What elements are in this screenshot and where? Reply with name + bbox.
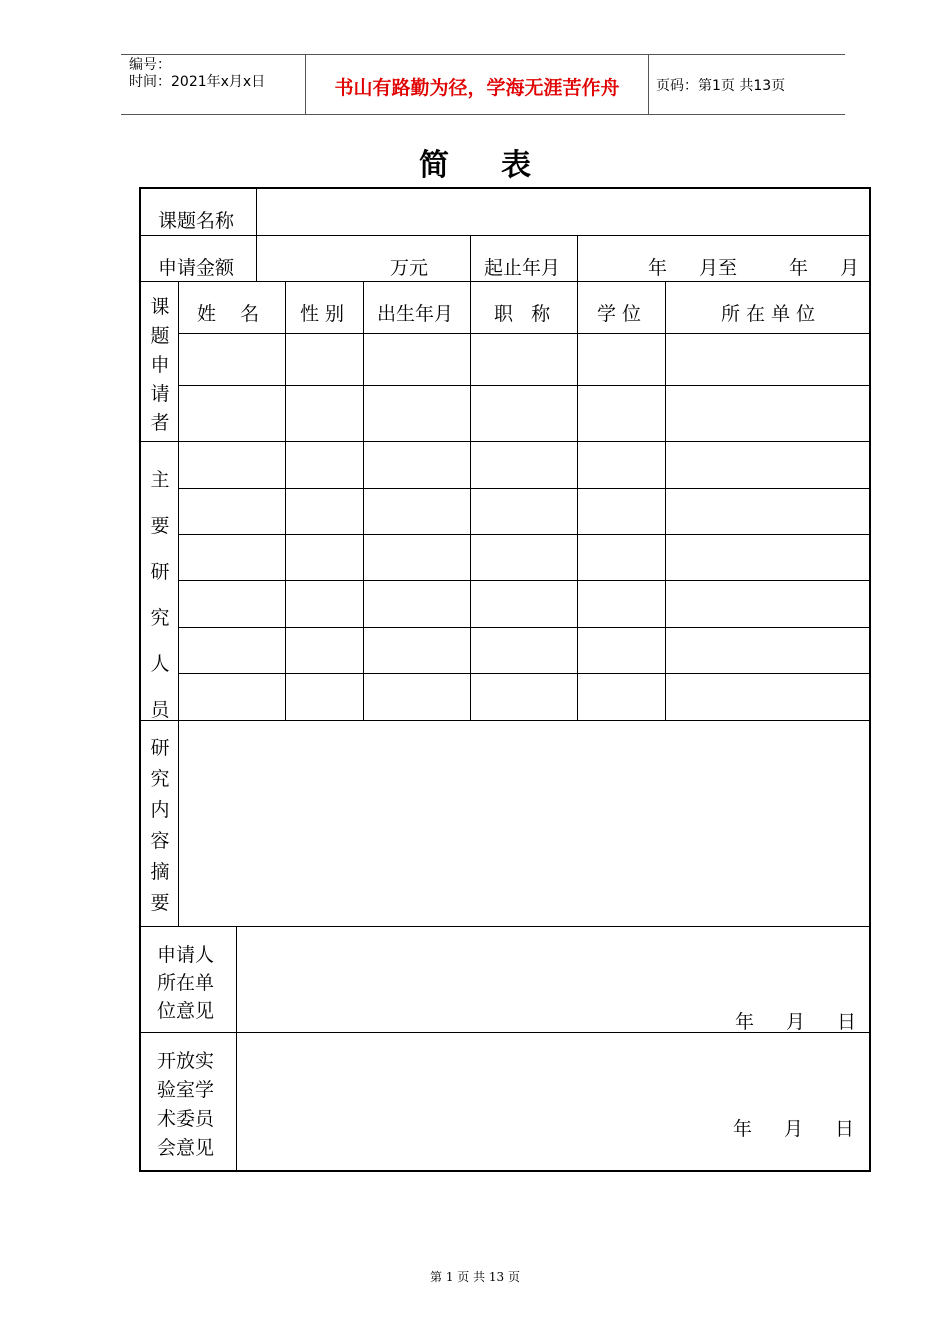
- row-rule: [178, 488, 869, 489]
- row-rule: [141, 441, 869, 442]
- row-rule: [178, 385, 869, 386]
- header-top-rule: [121, 54, 845, 55]
- col-header-title: 职 称: [494, 303, 551, 325]
- row-rule: [141, 926, 869, 927]
- col-header-gender: 性 别: [300, 303, 345, 325]
- col-rule: [236, 926, 237, 1172]
- page-code: 页码：第1页 共13页: [656, 78, 786, 94]
- abstract-label: 研 究 内 容 摘 要: [150, 737, 170, 914]
- col-rule: [285, 281, 286, 720]
- title-char-2: 表: [501, 148, 531, 183]
- col-rule: [470, 281, 471, 720]
- col-rule: [178, 281, 179, 926]
- header-bottom-rule: [121, 114, 845, 115]
- serial-label: 编号：: [129, 57, 171, 73]
- committee-opinion-date: 年 月 日: [733, 1118, 855, 1140]
- row-rule: [141, 281, 869, 282]
- topic-label: 课题名称: [158, 210, 235, 232]
- committee-opinion-input[interactable]: [238, 1034, 868, 1170]
- amount-unit: 万元: [390, 257, 429, 279]
- row-rule: [178, 673, 869, 674]
- row-rule: [141, 720, 869, 721]
- topic-input[interactable]: [258, 190, 868, 234]
- title-char-1: 简: [419, 148, 449, 183]
- page-footer: 第 1 页 共 13 页: [430, 1270, 520, 1284]
- abstract-input[interactable]: [180, 722, 868, 925]
- col-rule: [577, 281, 578, 720]
- col-rule: [256, 189, 257, 281]
- application-form: [139, 187, 871, 1172]
- unit-opinion-label: 申请人 所在单 位意见: [157, 944, 215, 1022]
- applicant-label: 课 题 申 请 者: [150, 296, 170, 434]
- row-rule: [178, 580, 869, 581]
- col-rule: [577, 235, 578, 281]
- period-label: 起止年月: [484, 257, 561, 279]
- col-rule: [470, 235, 471, 281]
- col-header-unit: 所 在 单 位: [721, 303, 816, 325]
- header-divider-right: [648, 55, 649, 114]
- row-rule: [178, 333, 869, 334]
- period-value: 年 月至 年 月: [648, 257, 860, 279]
- col-header-birth: 出生年月: [377, 303, 454, 325]
- header-motto: 书山有路勤为径，学海无涯苦作舟: [334, 77, 620, 99]
- time-label: 时间：2021年x月x日: [129, 74, 266, 90]
- page-title: [0, 140, 950, 184]
- unit-opinion-date: 年 月 日: [735, 1011, 857, 1033]
- col-rule: [665, 281, 666, 720]
- committee-opinion-label: 开放实 验室学 术委员 会意见: [157, 1050, 215, 1159]
- researchers-label: 主 要 研 究 人 员: [150, 469, 170, 721]
- row-rule: [178, 627, 869, 628]
- row-rule: [178, 534, 869, 535]
- col-rule: [363, 281, 364, 720]
- row-rule: [141, 235, 869, 236]
- col-header-degree: 学 位: [597, 303, 642, 325]
- col-header-name: 姓 名: [197, 303, 260, 325]
- amount-label: 申请金额: [158, 257, 235, 279]
